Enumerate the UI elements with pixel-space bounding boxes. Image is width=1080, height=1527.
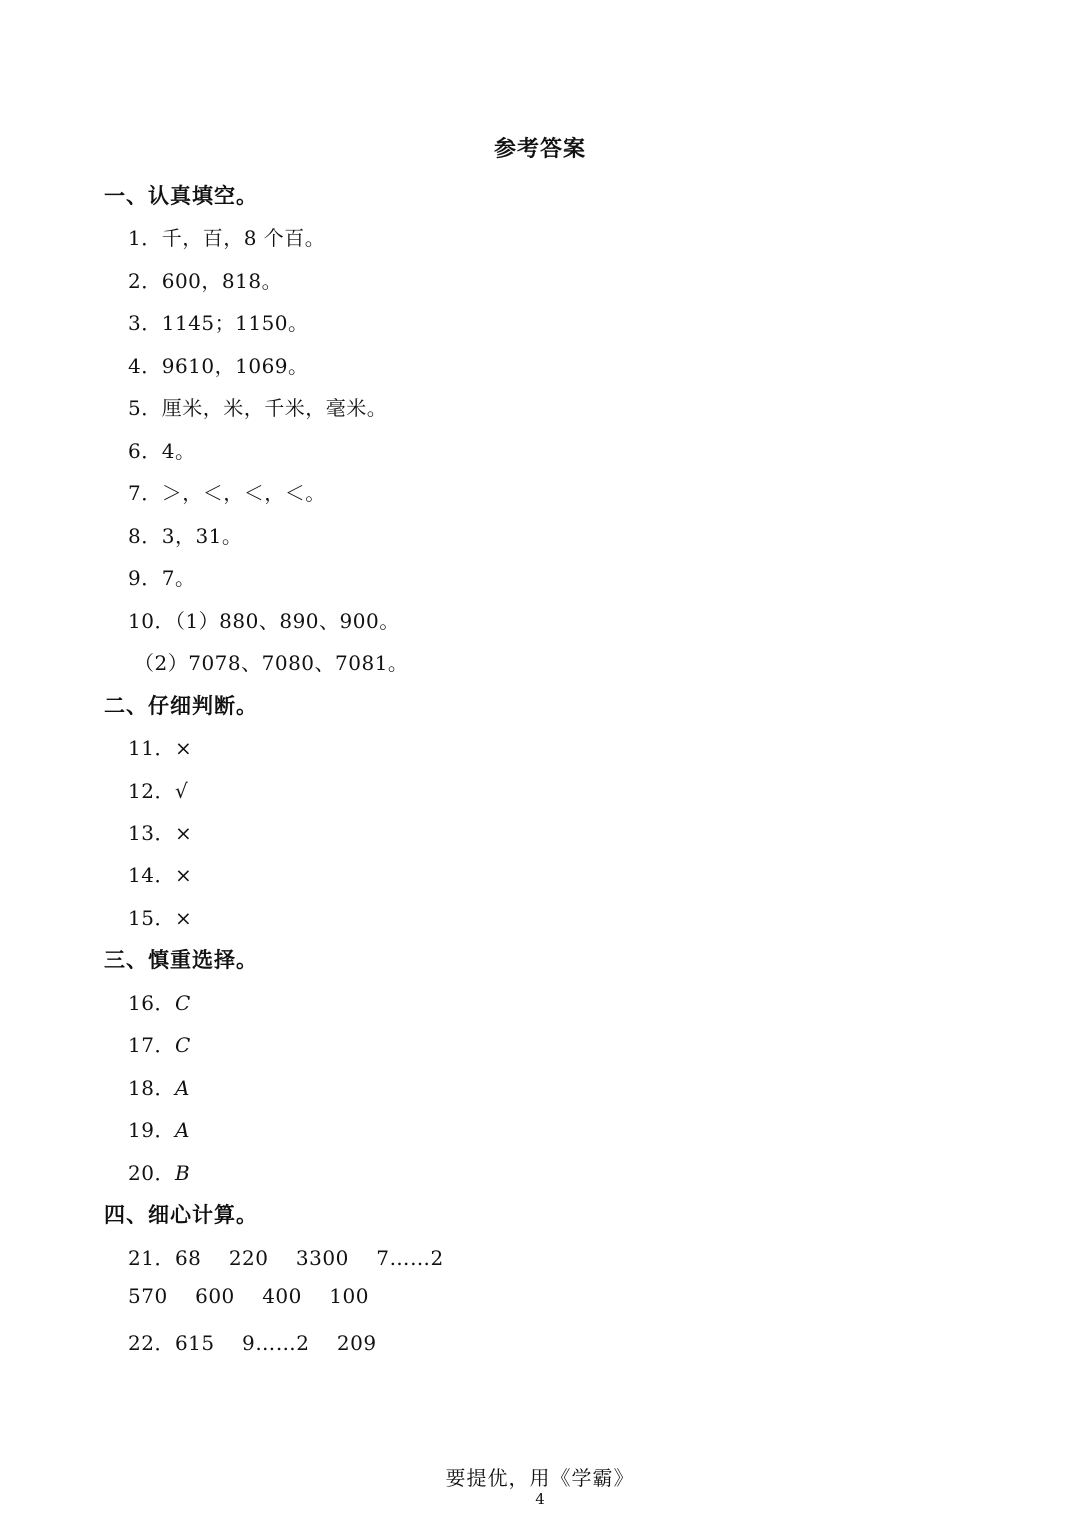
answer-line: 13．× — [128, 821, 193, 845]
question-number: 18． — [128, 1076, 175, 1100]
answer-line: 9．7。 — [128, 566, 196, 590]
answer-line: 15．× — [128, 906, 193, 930]
choice-answer: C — [174, 991, 191, 1015]
question-number: 19． — [128, 1118, 175, 1142]
choice-answer: B — [174, 1161, 191, 1185]
footer-slogan: 要提优，用《学霸》 — [445, 1466, 635, 1490]
answer-line: 11．× — [128, 736, 193, 760]
choice-answer: A — [174, 1118, 190, 1142]
question-number: 17． — [128, 1033, 175, 1057]
section-heading-choice: 三、慎重选择。 — [104, 948, 258, 972]
answer-line: 10．（1）880、890、900。 — [128, 609, 400, 633]
answer-line: 2．600，818。 — [128, 269, 283, 293]
section-heading-judgement: 二、仔细判断。 — [104, 694, 258, 718]
page-number: 4 — [535, 1490, 545, 1508]
section-heading-fill-blank: 一、认真填空。 — [104, 184, 258, 208]
answer-line: 22．615 9……2 209 — [128, 1331, 377, 1355]
section-heading-calculation: 四、细心计算。 — [104, 1203, 258, 1227]
answer-line — [128, 1157, 190, 1186]
answer-line: 1．千，百，8 个百。 — [128, 226, 326, 250]
answer-line: 3．1145；1150。 — [128, 311, 309, 335]
answer-line — [128, 1114, 190, 1143]
answer-line: 570 600 400 100 — [128, 1284, 369, 1308]
answer-line: 7．＞，＜，＜，＜。 — [128, 481, 326, 505]
answer-line — [128, 1029, 191, 1058]
page-title: 参考答案 — [493, 137, 586, 162]
answer-line: 14．× — [128, 863, 193, 887]
choice-answer: A — [174, 1076, 190, 1100]
answer-line: 5．厘米，米，千米，毫米。 — [128, 396, 388, 420]
answer-line: 21．68 220 3300 7……2 — [128, 1246, 444, 1270]
question-number: 16． — [128, 991, 175, 1015]
answer-line — [128, 987, 191, 1016]
answer-line: （2）7078、7080、7081。 — [134, 651, 409, 675]
answer-line: 8．3，31。 — [128, 524, 243, 548]
choice-answer: C — [174, 1033, 191, 1057]
answer-line — [128, 1072, 190, 1101]
answer-line: 6．4。 — [128, 439, 196, 463]
answer-line: 12．√ — [128, 779, 189, 803]
answer-line: 4．9610，1069。 — [128, 354, 309, 378]
question-number: 20． — [128, 1161, 175, 1185]
